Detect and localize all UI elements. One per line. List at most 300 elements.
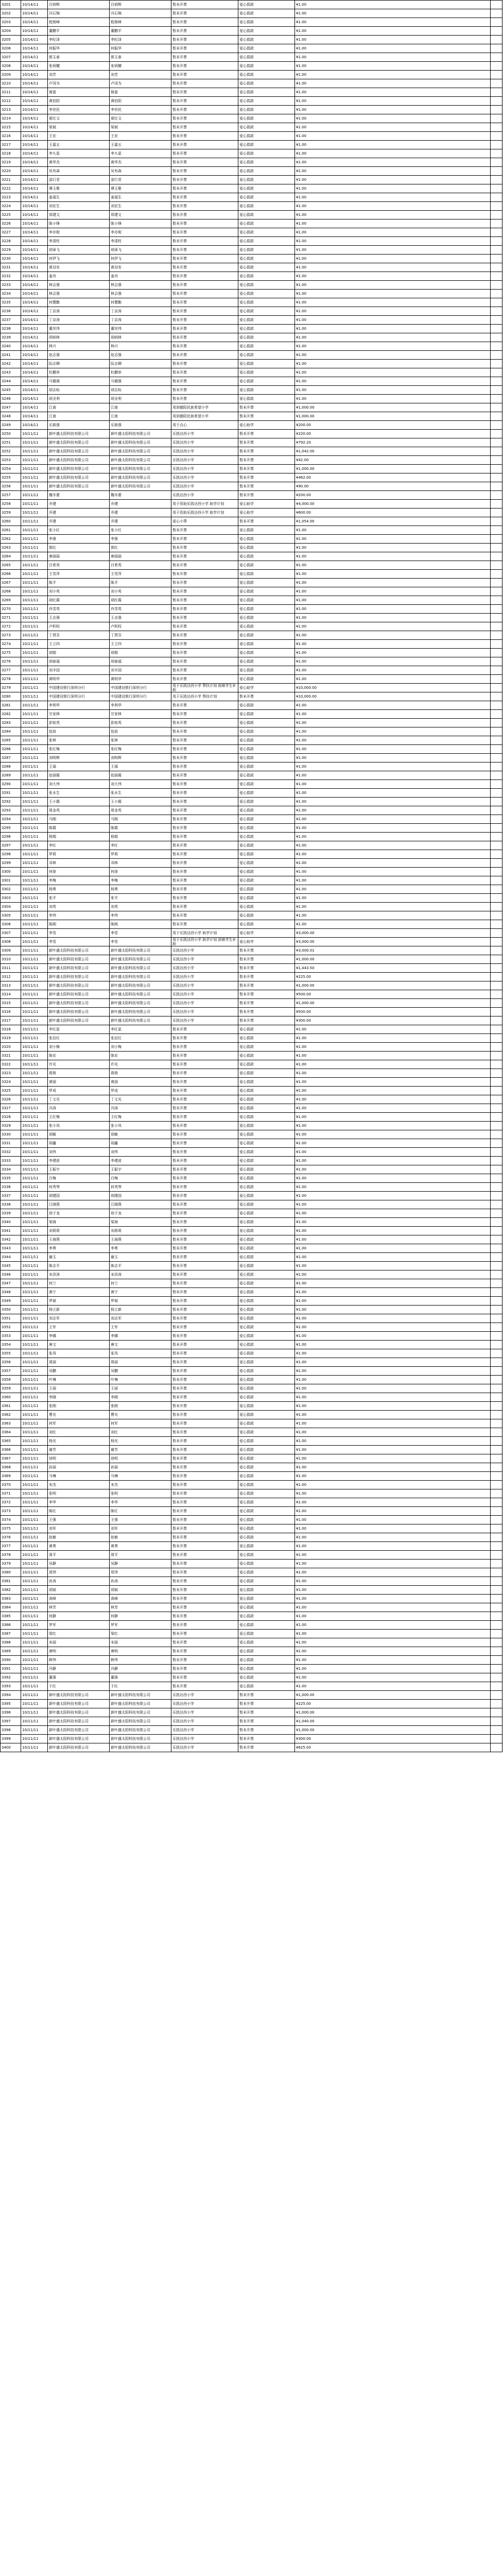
cell-payer: 杨娟 [110, 833, 171, 841]
table-row [1, 701, 502, 710]
cell-name: 乔建 [48, 509, 110, 517]
cell-date: 10/11/11 [21, 868, 48, 876]
cell-amount: ¥1.00 [295, 841, 491, 850]
cell-name: 王立四 [48, 640, 110, 649]
cell-amount: ¥1.00 [295, 1367, 491, 1376]
cell-amount: ¥1.00 [295, 526, 491, 535]
cell-date: 10/11/11 [21, 1419, 48, 1428]
cell-purpose: 暂未开票 [171, 1209, 238, 1218]
cell-no: 3359 [1, 1384, 21, 1393]
cell-blank [491, 973, 502, 981]
cell-purpose: 暂未开票 [171, 1297, 238, 1306]
cell-amount: ¥1.00 [295, 1087, 491, 1095]
cell-payer: 何静 [110, 1612, 171, 1621]
cell-name: 江晓燕 [48, 1200, 110, 1209]
cell-no: 3220 [1, 167, 21, 176]
cell-blank [491, 211, 502, 219]
cell-no: 3337 [1, 1192, 21, 1200]
cell-payer: 董强 [110, 1673, 171, 1682]
cell-date: 10/11/11 [21, 1595, 48, 1603]
cell-payer: 何琼 [110, 868, 171, 876]
cell-amount: ¥1.00 [295, 18, 491, 27]
cell-blank [491, 929, 502, 938]
cell-type: 暂未开票 [238, 438, 295, 447]
cell-name: 新叶盛太阳科技有限公司 [48, 964, 110, 973]
cell-type: 爱心捐款 [238, 1376, 295, 1384]
cell-type: 爱心捐款 [238, 1095, 295, 1104]
cell-name: 何兰 [48, 1279, 110, 1288]
cell-amount: ¥1.00 [295, 614, 491, 622]
cell-payer: 张小红 [110, 526, 171, 535]
table-row [1, 552, 502, 561]
table-row [1, 911, 502, 920]
cell-amount: ¥1.00 [295, 79, 491, 88]
cell-name: 新叶盛太阳科技有限公司 [48, 981, 110, 990]
cell-purpose: 暂未开票 [171, 544, 238, 552]
table-row [1, 237, 502, 246]
cell-amount: ¥1.00 [295, 53, 491, 62]
cell-purpose: 暂未开票 [171, 1253, 238, 1262]
cell-payer: 新叶盛太阳科技有限公司 [110, 999, 171, 1008]
table-row [1, 184, 502, 193]
cell-purpose: 暂未开票 [171, 1139, 238, 1148]
cell-purpose: 暂未开票 [171, 894, 238, 903]
cell-type: 暂未开票 [238, 990, 295, 999]
cell-no: 3351 [1, 1314, 21, 1323]
cell-blank [491, 1665, 502, 1673]
cell-purpose: 暂未开票 [171, 176, 238, 184]
cell-purpose: 暂未开票 [171, 1165, 238, 1174]
cell-blank [491, 1621, 502, 1630]
cell-purpose: 暂未开票 [171, 1341, 238, 1349]
cell-blank [491, 561, 502, 570]
cell-date: 10/11/11 [21, 1183, 48, 1192]
cell-purpose: 暂未开票 [171, 1262, 238, 1270]
cell-date: 10/11/11 [21, 640, 48, 649]
cell-blank [491, 955, 502, 964]
cell-date: 10/14/11 [21, 18, 48, 27]
cell-type: 爱心捐款 [238, 1595, 295, 1603]
cell-no: 3362 [1, 1411, 21, 1419]
cell-no: 3287 [1, 754, 21, 762]
cell-payer: 唐文 [110, 1341, 171, 1349]
cell-date: 10/11/11 [21, 885, 48, 894]
cell-payer: 新叶盛太阳科技有限公司 [110, 482, 171, 491]
cell-payer: 李伟 [110, 911, 171, 920]
table-row [1, 1025, 502, 1034]
cell-type: 爱心捐款 [238, 1130, 295, 1139]
cell-date: 10/14/11 [21, 167, 48, 176]
cell-type: 爱心捐款 [238, 1192, 295, 1200]
cell-purpose: 暂未开票 [171, 780, 238, 789]
cell-type: 暂未开票 [238, 999, 295, 1008]
table-row [1, 1367, 502, 1376]
cell-amount: ¥1,000.00 [295, 412, 491, 421]
table-row [1, 1095, 502, 1104]
cell-payer: 张明 [110, 1489, 171, 1498]
cell-blank [491, 114, 502, 123]
cell-type: 爱心捐款 [238, 1673, 295, 1682]
table-row [1, 1358, 502, 1367]
cell-amount: ¥1.00 [295, 868, 491, 876]
table-row [1, 938, 502, 946]
cell-blank [491, 1052, 502, 1060]
cell-name: 杜鹏举 [48, 368, 110, 377]
cell-no: 3371 [1, 1489, 21, 1498]
cell-name: 吕希英 [48, 561, 110, 570]
cell-amount: ¥1.00 [295, 193, 491, 202]
cell-payer: 李红 [110, 841, 171, 850]
cell-purpose: 乐凯达西小学 [171, 482, 238, 491]
cell-date: 10/11/11 [21, 1454, 48, 1463]
cell-name: 新叶盛太阳科技有限公司 [48, 1700, 110, 1708]
table-row [1, 473, 502, 482]
cell-amount: ¥1,000.00 [295, 955, 491, 964]
cell-no: 3255 [1, 473, 21, 482]
cell-type: 爱心捐款 [238, 316, 295, 325]
cell-amount: ¥1.00 [295, 1113, 491, 1122]
table-row [1, 1060, 502, 1069]
cell-date: 10/14/11 [21, 219, 48, 228]
cell-date: 10/11/11 [21, 903, 48, 911]
cell-date: 10/11/11 [21, 938, 48, 946]
cell-no: 3346 [1, 1270, 21, 1279]
cell-date: 10/11/11 [21, 1060, 48, 1069]
cell-purpose: 暂未开票 [171, 1665, 238, 1673]
table-row [1, 53, 502, 62]
cell-purpose: 乐凯达西小学 [171, 447, 238, 456]
cell-amount: ¥1.00 [295, 1078, 491, 1087]
cell-date: 10/11/11 [21, 1542, 48, 1551]
cell-type: 爱心捐款 [238, 666, 295, 675]
cell-type: 爱心捐款 [238, 184, 295, 193]
cell-name: 李纪泽 [48, 36, 110, 44]
cell-purpose: 乐凯达西小学 [171, 430, 238, 438]
cell-payer: 刘莉莉 [110, 1227, 171, 1235]
cell-amount: ¥1.00 [295, 1183, 491, 1192]
cell-blank [491, 1130, 502, 1139]
cell-blank [491, 710, 502, 719]
cell-name: 林会强 [48, 281, 110, 290]
table-row [1, 1498, 502, 1507]
cell-date: 10/14/11 [21, 360, 48, 368]
cell-date: 10/11/11 [21, 1638, 48, 1647]
cell-purpose: 暂未开票 [171, 1533, 238, 1542]
cell-no: 3363 [1, 1419, 21, 1428]
cell-purpose: 暂未开票 [171, 1638, 238, 1647]
cell-name: 周平 [48, 1551, 110, 1560]
cell-no: 3308 [1, 938, 21, 946]
cell-date: 10/11/11 [21, 1402, 48, 1411]
cell-purpose: 乐凯达西小学 [171, 990, 238, 999]
cell-payer: 江晓燕 [110, 1200, 171, 1209]
cell-amount: ¥3,000.00 [295, 929, 491, 938]
cell-purpose: 暂未开票 [171, 1656, 238, 1665]
cell-payer: 徐子龙 [110, 1209, 171, 1218]
cell-payer: 曹光 [110, 1411, 171, 1419]
cell-type: 爱心捐款 [238, 1630, 295, 1638]
cell-payer: 黄明华 [110, 675, 171, 684]
cell-no: 3239 [1, 333, 21, 342]
cell-purpose: 暂未开票 [171, 631, 238, 640]
cell-payer: 夏红文 [110, 114, 171, 123]
cell-blank [491, 614, 502, 622]
cell-type: 爱心捐款 [238, 798, 295, 806]
cell-date: 10/11/11 [21, 1507, 48, 1516]
cell-purpose: 暂未开票 [171, 114, 238, 123]
cell-blank [491, 789, 502, 798]
cell-name: 赵波 [48, 727, 110, 736]
cell-amount: ¥600.00 [295, 509, 491, 517]
cell-name: 王志强 [48, 614, 110, 622]
cell-amount: ¥1.00 [295, 219, 491, 228]
cell-type: 爱心捐款 [238, 228, 295, 237]
cell-name: 吴鹏 [48, 1367, 110, 1376]
cell-purpose: 暂未开票 [171, 281, 238, 290]
cell-payer: 李华 [110, 1498, 171, 1507]
cell-blank [491, 833, 502, 841]
cell-name: 唐文 [48, 1341, 110, 1349]
cell-no: 3205 [1, 36, 21, 44]
cell-type: 暂未开票 [238, 517, 295, 526]
cell-no: 3394 [1, 1691, 21, 1700]
cell-blank [491, 263, 502, 272]
cell-purpose: 暂未开票 [171, 1603, 238, 1612]
cell-type: 爱心捐款 [238, 246, 295, 255]
cell-payer: 林会强 [110, 281, 171, 290]
cell-payer: 何兰 [110, 1279, 171, 1288]
cell-no: 3251 [1, 438, 21, 447]
cell-amount: ¥1.00 [295, 1533, 491, 1542]
cell-date: 10/14/11 [21, 316, 48, 325]
cell-blank [491, 377, 502, 386]
cell-blank [491, 920, 502, 929]
cell-name: 新叶盛太阳科技有限公司 [48, 1708, 110, 1717]
table-row [1, 368, 502, 377]
cell-type: 爱心捐款 [238, 1279, 295, 1288]
cell-no: 3235 [1, 298, 21, 307]
cell-type: 爱心捐款 [238, 342, 295, 351]
cell-no: 3278 [1, 675, 21, 684]
cell-purpose: 暂未开票 [171, 798, 238, 806]
cell-date: 10/14/11 [21, 184, 48, 193]
cell-type: 爱心捐款 [238, 1332, 295, 1341]
cell-amount: ¥1.00 [295, 1489, 491, 1498]
cell-blank [491, 509, 502, 517]
cell-name: 赵敏 [48, 1533, 110, 1542]
cell-purpose: 暂未开票 [171, 368, 238, 377]
cell-no: 3209 [1, 71, 21, 79]
cell-type: 暂未开票 [238, 491, 295, 500]
cell-type: 爱心捐款 [238, 1025, 295, 1034]
cell-purpose: 用于乐凯达西小学 助学计划 困难学生补助 [171, 938, 238, 946]
table-row [1, 1306, 502, 1314]
cell-blank [491, 1157, 502, 1165]
cell-payer: 张红梅 [110, 745, 171, 754]
cell-purpose: 乐凯达西小学 [171, 456, 238, 465]
cell-type: 爱心捐款 [238, 97, 295, 106]
cell-blank [491, 491, 502, 500]
cell-purpose: 暂未开票 [171, 1630, 238, 1638]
cell-amount: ¥1.00 [295, 246, 491, 255]
cell-payer: 胡娟 [110, 649, 171, 657]
cell-name: 杨光 [48, 1437, 110, 1446]
cell-type: 爱心捐款 [238, 1262, 295, 1270]
cell-date: 10/14/11 [21, 141, 48, 149]
cell-purpose: 暂未开票 [171, 850, 238, 859]
cell-purpose: 暂未开票 [171, 833, 238, 841]
cell-type: 爱心捐款 [238, 1323, 295, 1332]
cell-name: 周金英 [48, 806, 110, 815]
cell-payer: 胡承飞 [110, 246, 171, 255]
cell-payer: 新叶盛太阳科技有限公司 [110, 465, 171, 473]
cell-payer: 刘小英 [110, 587, 171, 596]
table-row [1, 1209, 502, 1218]
cell-payer: 赵敏 [110, 1533, 171, 1542]
cell-blank [491, 1139, 502, 1148]
cell-type: 爱心捐款 [238, 920, 295, 929]
cell-type: 爱心捐款 [238, 745, 295, 754]
cell-date: 10/11/11 [21, 850, 48, 859]
cell-type: 爱心捐款 [238, 1367, 295, 1376]
cell-date: 10/14/11 [21, 79, 48, 88]
cell-no: 3212 [1, 97, 21, 106]
cell-blank [491, 1507, 502, 1516]
cell-type: 爱心捐款 [238, 736, 295, 745]
cell-blank [491, 798, 502, 806]
cell-amount: ¥1.00 [295, 1673, 491, 1682]
table-row [1, 1078, 502, 1087]
cell-amount: ¥1.00 [295, 1130, 491, 1139]
cell-payer: 马德强 [110, 377, 171, 386]
cell-blank [491, 141, 502, 149]
cell-payer: 程俊峰 [110, 18, 171, 27]
cell-blank [491, 1428, 502, 1437]
cell-no: 3379 [1, 1560, 21, 1568]
cell-blank [491, 1393, 502, 1402]
cell-date: 10/11/11 [21, 1025, 48, 1034]
cell-name: 张小红 [48, 526, 110, 535]
cell-type: 爱心捐款 [238, 876, 295, 885]
cell-name: 唐丽丽 [48, 552, 110, 561]
cell-no: 3300 [1, 868, 21, 876]
cell-type: 爱心捐款 [238, 377, 295, 386]
cell-blank [491, 88, 502, 97]
cell-name: 李建波 [48, 1157, 110, 1165]
cell-blank [491, 754, 502, 762]
cell-payer: 新叶盛太阳科技有限公司 [110, 1700, 171, 1708]
cell-amount: ¥1.00 [295, 1472, 491, 1481]
cell-no: 3257 [1, 491, 21, 500]
cell-amount: ¥1.00 [295, 876, 491, 885]
cell-amount: ¥1.00 [295, 141, 491, 149]
cell-amount: ¥1.00 [295, 1595, 491, 1603]
cell-purpose: 暂未开票 [171, 44, 238, 53]
cell-no: 3238 [1, 325, 21, 333]
cell-purpose: 暂未开票 [171, 903, 238, 911]
cell-blank [491, 1411, 502, 1419]
cell-no: 3384 [1, 1603, 21, 1612]
cell-blank [491, 1174, 502, 1183]
cell-payer: 新叶盛太阳科技有限公司 [110, 955, 171, 964]
cell-blank [491, 351, 502, 360]
cell-blank [491, 1472, 502, 1481]
cell-blank [491, 281, 502, 290]
cell-purpose: 乐凯达西小学 [171, 955, 238, 964]
cell-date: 10/11/11 [21, 692, 48, 701]
cell-blank [491, 1192, 502, 1200]
cell-type: 暂未开票 [238, 1008, 295, 1016]
cell-no: 3215 [1, 123, 21, 132]
cell-type: 爱心捐款 [238, 1446, 295, 1454]
cell-amount: ¥1.00 [295, 657, 491, 666]
table-row [1, 333, 502, 342]
cell-blank [491, 237, 502, 246]
cell-payer: 王志强 [110, 614, 171, 622]
cell-amount: ¥1.00 [295, 307, 491, 316]
cell-date: 10/11/11 [21, 806, 48, 815]
cell-type: 爱心捐款 [238, 579, 295, 587]
cell-name: 新叶盛太阳科技有限公司 [48, 999, 110, 1008]
cell-blank [491, 1244, 502, 1253]
cell-purpose: 暂未开票 [171, 316, 238, 325]
cell-no: 3297 [1, 841, 21, 850]
cell-purpose: 暂未开票 [171, 1060, 238, 1069]
cell-amount: ¥1.00 [295, 1621, 491, 1630]
table-row [1, 999, 502, 1008]
cell-no: 3342 [1, 1235, 21, 1244]
cell-type: 爱心捐款 [238, 79, 295, 88]
cell-name: 程俊峰 [48, 18, 110, 27]
cell-blank [491, 1148, 502, 1157]
cell-payer: 刘宏生 [110, 202, 171, 211]
cell-no: 3355 [1, 1349, 21, 1358]
cell-payer: 肖雪英 [110, 605, 171, 614]
cell-date: 10/11/11 [21, 1726, 48, 1735]
table-row [1, 1288, 502, 1297]
table-row [1, 123, 502, 132]
cell-date: 10/11/11 [21, 1463, 48, 1472]
cell-blank [491, 1209, 502, 1218]
cell-type: 爱心捐款 [238, 535, 295, 544]
cell-blank [491, 964, 502, 973]
table-row [1, 509, 502, 517]
table-row [1, 193, 502, 202]
table-row [1, 631, 502, 640]
cell-purpose: 暂未开票 [171, 1200, 238, 1209]
cell-date: 10/11/11 [21, 1524, 48, 1533]
cell-no: 3252 [1, 447, 21, 456]
cell-name: 李亦妮 [48, 228, 110, 237]
cell-date: 10/14/11 [21, 158, 48, 167]
cell-payer: 刘小梅 [110, 1043, 171, 1052]
table-row [1, 316, 502, 325]
cell-amount: ¥1.00 [295, 780, 491, 789]
cell-blank [491, 1560, 502, 1568]
cell-no: 3313 [1, 981, 21, 990]
cell-type: 爱心捐款 [238, 762, 295, 771]
cell-payer: 王宏 [110, 132, 171, 141]
cell-type: 爱心捐款 [238, 1428, 295, 1437]
cell-payer: 张林 [110, 736, 171, 745]
cell-amount: ¥1.00 [295, 1148, 491, 1157]
cell-type: 爱心捐款 [238, 1157, 295, 1165]
cell-blank [491, 570, 502, 579]
cell-type: 爱心捐款 [238, 631, 295, 640]
cell-no: 3288 [1, 762, 21, 771]
table-row [1, 1, 502, 9]
cell-payer: 王红梅 [110, 1113, 171, 1122]
